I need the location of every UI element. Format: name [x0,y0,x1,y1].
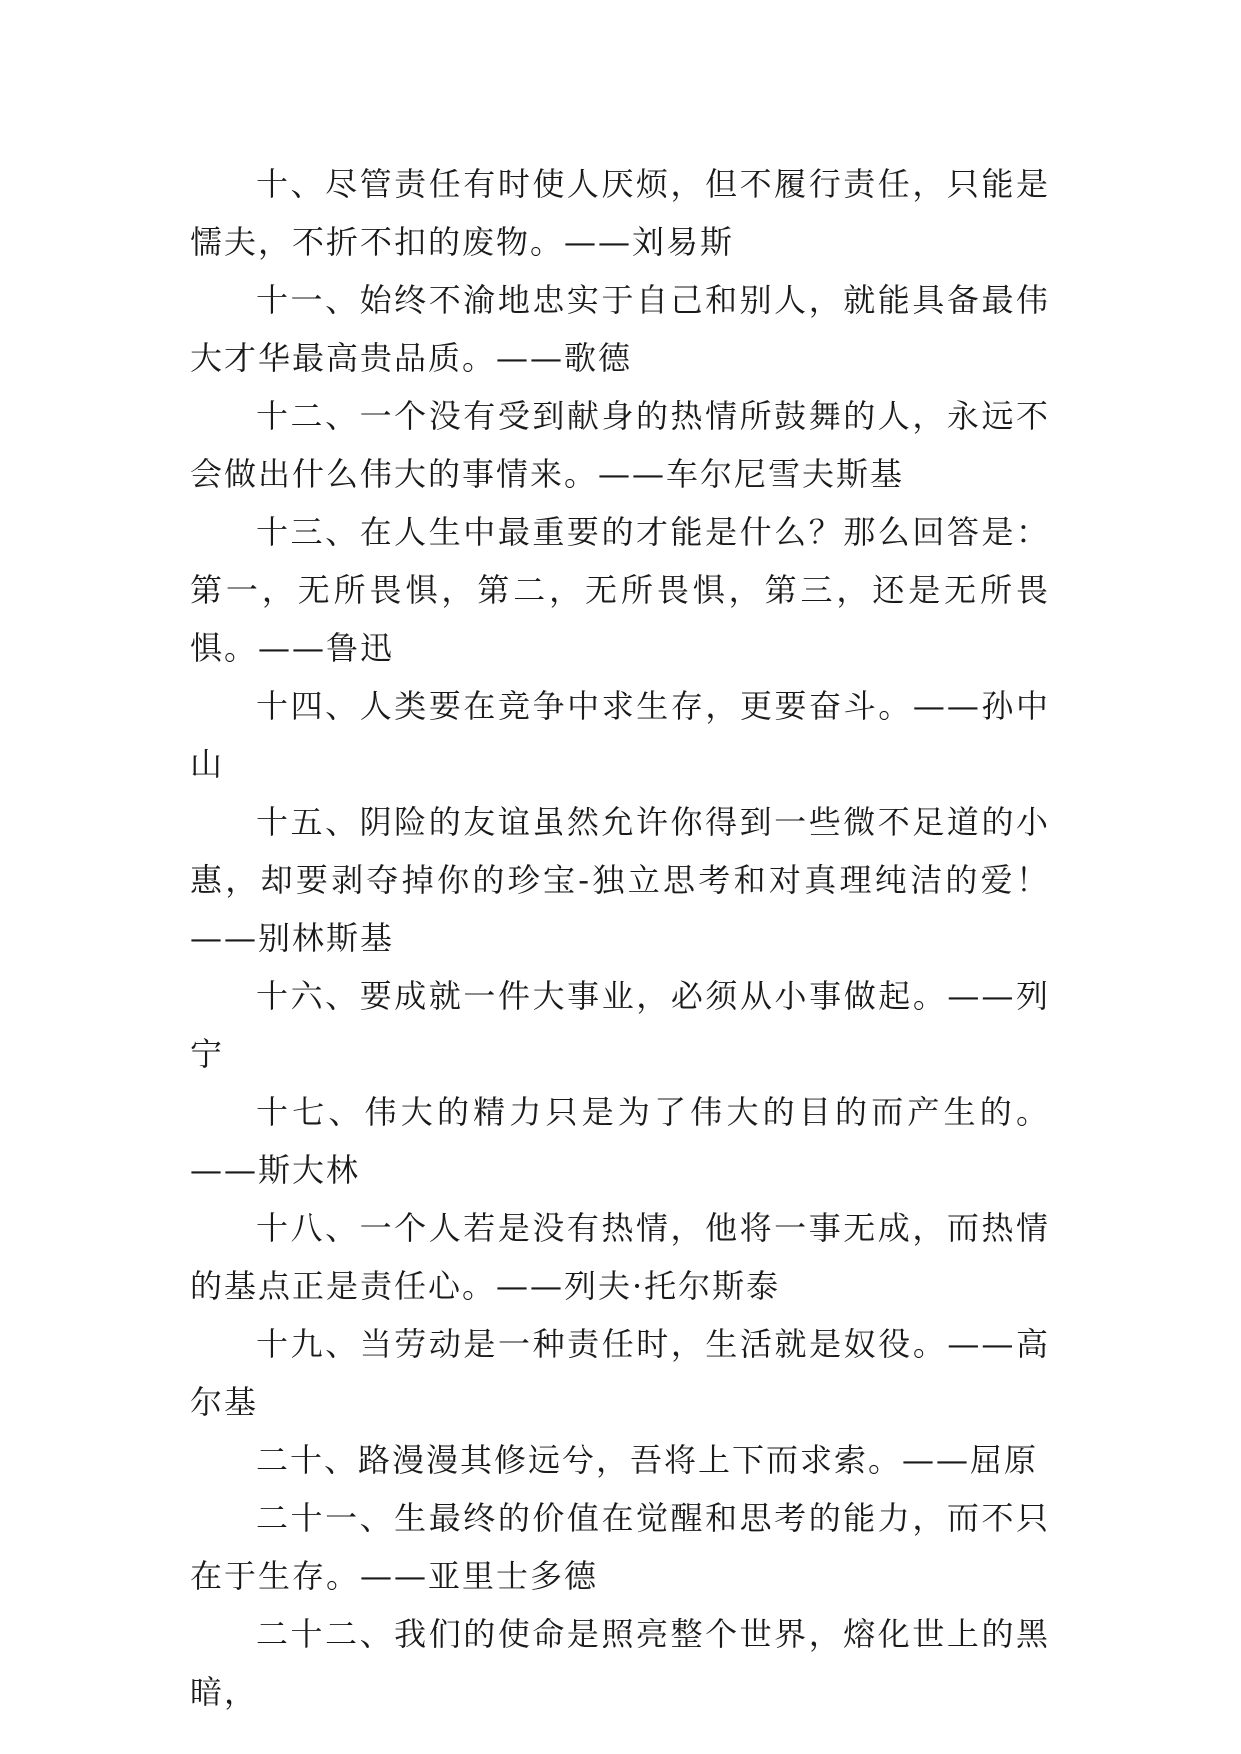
quote-paragraph: 十八、一个人若是没有热情，他将一事无成，而热情的基点正是责任心。——列夫·托尔斯泰 [190,1209,1050,1305]
quote-paragraph: 二十二、我们的使命是照亮整个世界，熔化世上的黑暗， [190,1615,1050,1711]
quote-paragraph: 十三、在人生中最重要的才能是什么？那么回答是：第一，无所畏惧，第二，无所畏惧，第三，还是无所畏惧。——鲁迅 [190,513,1050,667]
quote-paragraph: 十一、始终不渝地忠实于自己和别人，就能具备最伟大才华最高贵品质。——歌德 [190,281,1050,377]
quote-paragraph: 十二、一个没有受到献身的热情所鼓舞的人，永远不会做出什么伟大的事情来。——车尔尼雪夫斯基 [190,397,1050,493]
quote-paragraph: 十五、阴险的友谊虽然允许你得到一些微不足道的小惠，却要剥夺掉你的珍宝-独立思考和对真理纯洁的爱！——别林斯基 [190,803,1050,957]
quote-paragraph: 十、尽管责任有时使人厌烦，但不履行责任，只能是懦夫，不折不扣的废物。——刘易斯 [190,165,1050,261]
quote-list [190,155,1050,1721]
quote-paragraph: 十六、要成就一件大事业，必须从小事做起。——列宁 [190,977,1050,1073]
quote-paragraph: 十七、伟大的精力只是为了伟大的目的而产生的。——斯大林 [190,1093,1050,1189]
quote-paragraph: 二十一、生最终的价值在觉醒和思考的能力，而不只在于生存。——亚里士多德 [190,1499,1050,1595]
quote-paragraph: 十九、当劳动是一种责任时，生活就是奴役。——高尔基 [190,1325,1050,1421]
quote-paragraph: 十四、人类要在竞争中求生存，更要奋斗。——孙中山 [190,687,1050,783]
quote-paragraph: 二十、路漫漫其修远兮，吾将上下而求索。——屈原 [256,1441,1039,1479]
